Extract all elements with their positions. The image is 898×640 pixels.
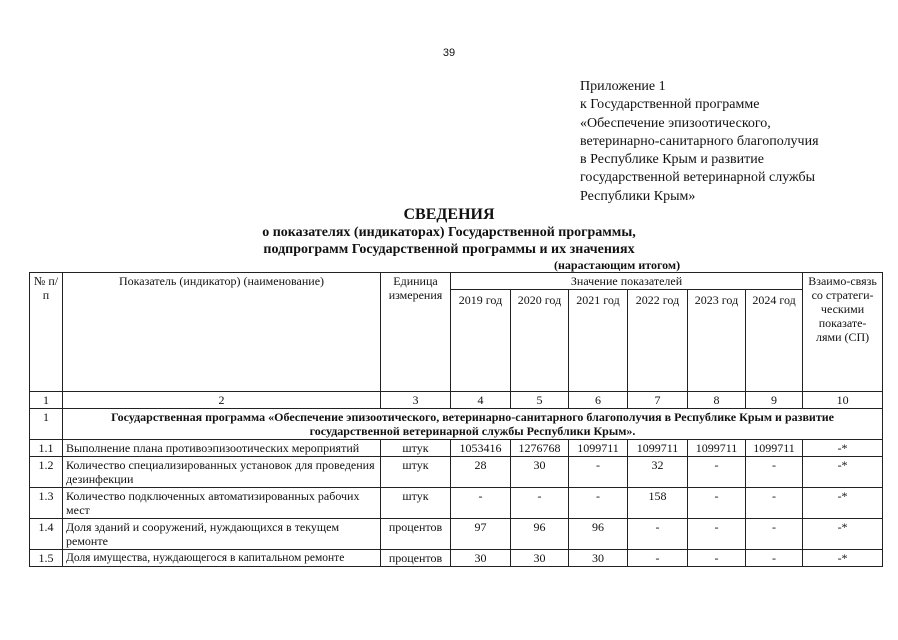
row-value: 96 <box>511 519 569 550</box>
document-title: СВЕДЕНИЯ <box>403 206 495 223</box>
table-row <box>30 457 883 488</box>
header-unit: Единица измерения <box>381 273 451 392</box>
table-row <box>30 488 883 519</box>
appendix-line: «Обеспечение эпизоотического, <box>580 115 771 131</box>
row-value: - <box>569 457 628 488</box>
header-values-group: Значение показателей <box>451 273 803 290</box>
column-number: 1 <box>30 392 63 409</box>
document-subtitle: подпрограмм Государственной программы и их значениях <box>263 242 635 257</box>
row-num: 1.2 <box>30 457 63 488</box>
column-number: 4 <box>451 392 511 409</box>
header-year: 2019 год <box>451 290 511 392</box>
row-indicator: Доля имущества, нуждающегося в капитальном ремонте <box>63 550 381 567</box>
row-value: 30 <box>451 550 511 567</box>
row-value: 28 <box>451 457 511 488</box>
row-value: - <box>746 550 803 567</box>
row-unit: процентов <box>381 519 451 550</box>
row-value: 1053416 <box>451 440 511 457</box>
row-sp: -* <box>803 519 883 550</box>
program-title: Государственная программа «Обеспечение эпизоотического, ветеринарно-санитарного благополучия в Республике Крым и развитие государственной ветеринарной службы Республики Крым». <box>63 409 883 440</box>
row-value: - <box>688 457 746 488</box>
column-number: 6 <box>569 392 628 409</box>
header-year: 2024 год <box>746 290 803 392</box>
row-num: 1.3 <box>30 488 63 519</box>
column-number: 7 <box>628 392 688 409</box>
row-value: 158 <box>628 488 688 519</box>
row-value: - <box>746 519 803 550</box>
table-row <box>30 519 883 550</box>
row-indicator: Доля зданий и сооружений, нуждающихся в текущем ремонте <box>63 519 381 550</box>
header-indicator: Показатель (индикатор) (наименование) <box>63 273 381 392</box>
row-num: 1.5 <box>30 550 63 567</box>
table-row <box>30 440 883 457</box>
appendix-line: к Государственной программе <box>580 97 760 113</box>
document-heading <box>0 206 898 258</box>
row-value: 30 <box>569 550 628 567</box>
row-value: - <box>628 519 688 550</box>
program-num: 1 <box>30 409 63 440</box>
appendix-line: ветеринарно-санитарного благополучия <box>580 133 819 149</box>
row-indicator: Количество специализированных установок для проведения дезинфекции <box>63 457 381 488</box>
appendix-line: государственной ветеринарной службы <box>580 170 816 186</box>
appendix-block <box>580 78 880 206</box>
column-number: 2 <box>63 392 381 409</box>
row-unit: процентов <box>381 550 451 567</box>
column-number: 8 <box>688 392 746 409</box>
row-indicator: Количество подключенных автоматизированных рабочих мест <box>63 488 381 519</box>
row-num: 1.1 <box>30 440 63 457</box>
row-unit: штук <box>381 440 451 457</box>
row-value: - <box>451 488 511 519</box>
row-value: 30 <box>511 550 569 567</box>
row-value: - <box>746 488 803 519</box>
appendix-line: в Республике Крым и развитие <box>580 152 764 168</box>
row-value: - <box>746 457 803 488</box>
appendix-line: Республики Крым» <box>580 188 696 204</box>
row-sp: -* <box>803 457 883 488</box>
column-number: 9 <box>746 392 803 409</box>
row-value: 30 <box>511 457 569 488</box>
document-subtitle: о показателях (индикаторах) Государственной программы, <box>262 225 636 240</box>
row-value: - <box>688 519 746 550</box>
row-value: 1099711 <box>746 440 803 457</box>
header-year: 2020 год <box>511 290 569 392</box>
row-num: 1.4 <box>30 519 63 550</box>
row-value: 32 <box>628 457 688 488</box>
row-value: - <box>569 488 628 519</box>
row-indicator: Выполнение плана противоэпизоотических мероприятий <box>63 440 381 457</box>
appendix-line: Приложение 1 <box>580 79 666 94</box>
cumulative-note: (нарастающим итогом) <box>554 258 681 272</box>
row-value: - <box>688 550 746 567</box>
row-unit: штук <box>381 457 451 488</box>
column-number: 3 <box>381 392 451 409</box>
row-value: - <box>628 550 688 567</box>
indicators-table <box>29 272 883 567</box>
row-value: - <box>688 488 746 519</box>
column-number: 10 <box>803 392 883 409</box>
row-value: 1099711 <box>688 440 746 457</box>
header-year: 2022 год <box>628 290 688 392</box>
table-header-row <box>30 273 883 290</box>
header-year: 2023 год <box>688 290 746 392</box>
row-sp: -* <box>803 488 883 519</box>
row-unit: штук <box>381 488 451 519</box>
header-num: № п/п <box>30 273 63 392</box>
header-year: 2021 год <box>569 290 628 392</box>
row-value: 96 <box>569 519 628 550</box>
column-number: 5 <box>511 392 569 409</box>
row-value: 1099711 <box>569 440 628 457</box>
row-sp: -* <box>803 440 883 457</box>
header-sp: Взаимо-связь со стратеги-ческими показате-лями (СП) <box>803 273 883 392</box>
row-sp: -* <box>803 550 883 567</box>
column-number-row <box>30 392 883 409</box>
page-number: 39 <box>442 47 456 59</box>
row-value: 1099711 <box>628 440 688 457</box>
row-value: - <box>511 488 569 519</box>
row-value: 1276768 <box>511 440 569 457</box>
program-row <box>30 409 883 440</box>
table-row <box>30 550 883 567</box>
row-value: 97 <box>451 519 511 550</box>
